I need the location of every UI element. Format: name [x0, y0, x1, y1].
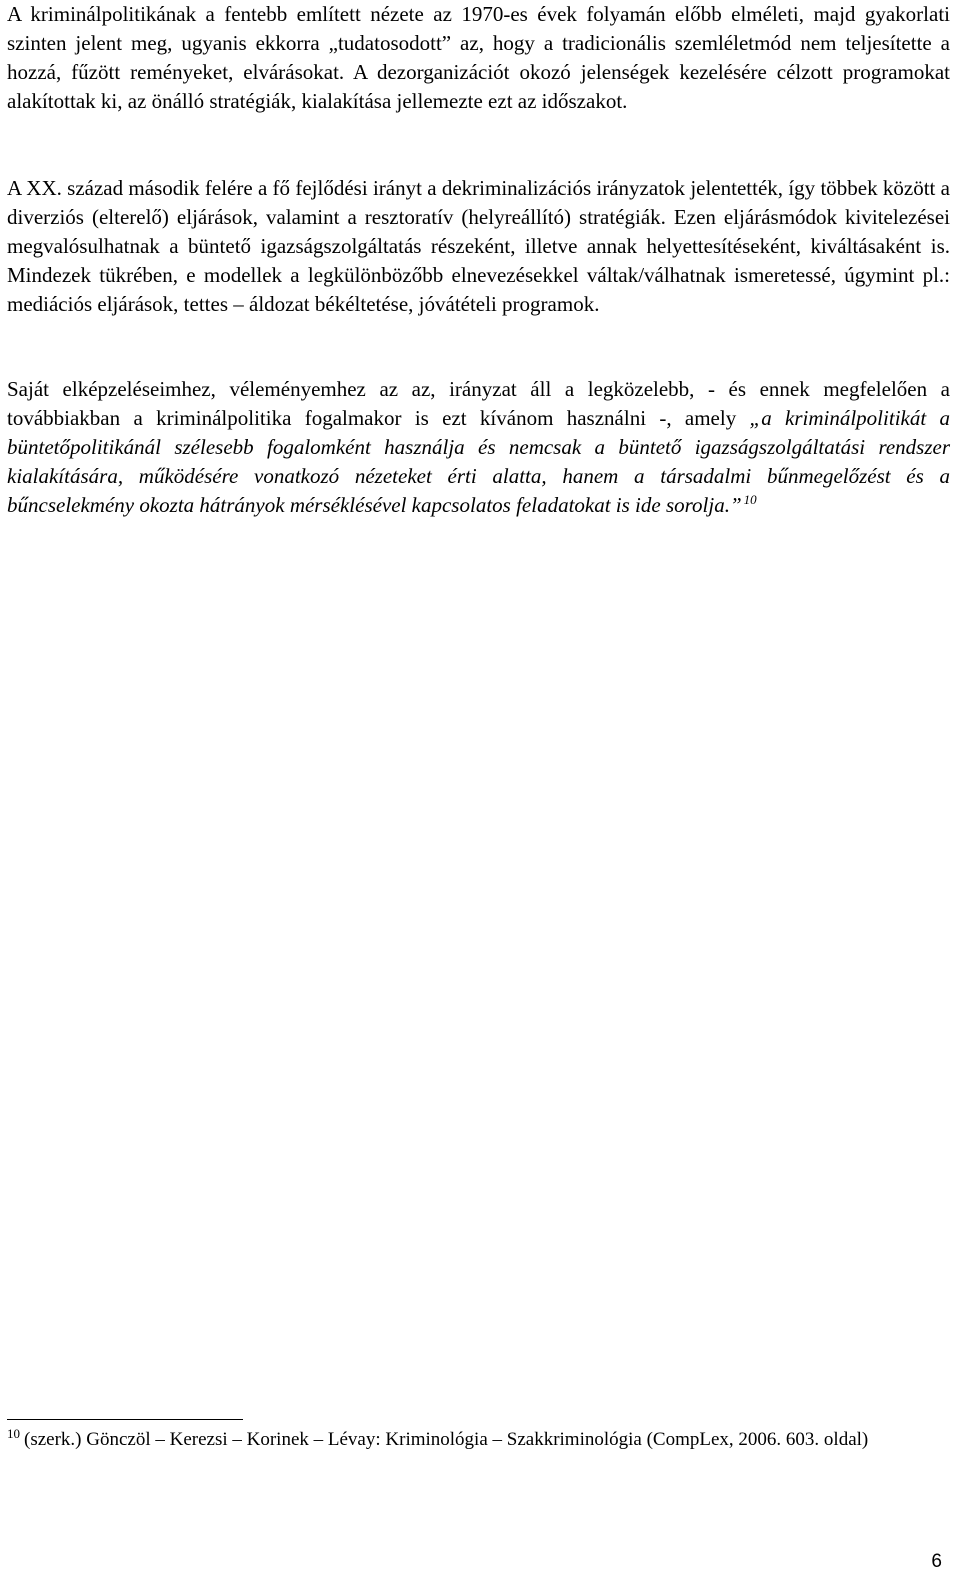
document-page: [7, 0, 950, 1583]
footnote: [7, 1426, 950, 1455]
footnote-text: (szerk.) Gönczöl – Kerezsi – Korinek – Lévay: Kriminológia – Szakkriminológia (CompLex, 2006. 603. oldal): [24, 1429, 869, 1450]
paragraph-2: A XX. század második felére a fő fejlődési irányt a dekriminalizációs irányzatok jelentették, így többek között a diverziós (elterelő) eljárások, valamint a resztoratív (helyreállító) stratégiák. Ezen eljárásmódok kivitelezései megvalósulhatnak a büntető igazságszolgáltatás részeként, illetve annak helyettesítéseként, kiváltásaként is. Mindezek tükrében, e modellek a legkülönbözőbb elnevezésekkel váltak/válhatnak ismeretessé, úgymint pl.: mediációs eljárások, tettes – áldozat békéltetése, jóvátételi programok.: [7, 176, 950, 316]
footnote-separator: [7, 1419, 243, 1420]
paragraph-3: [7, 375, 950, 522]
footnote-number: 10: [7, 1426, 20, 1441]
paragraph-3-quotation: „a kriminálpolitikát a büntetőpolitikánál szélesebb fogalomként használja és nemcsak a büntető igazságszolgáltatási rendszer kialakítására, működésére vonatkozó nézeteket érti alatta, hanem a társadalmi bűnmegelőzést és a bűncselekmény okozta hátrányok mérséklésével kapcsolatos feladatokat is ide sorolja.”: [7, 406, 950, 517]
page-number: 6: [931, 1551, 942, 1572]
footnote-reference[interactable]: 10: [743, 492, 757, 507]
paragraph-3-intro: Saját elképzeléseimhez, véleményemhez az az, irányzat áll a legközelebb, - és ennek megfelelően a továbbiakban a kriminálpolitika fogalmakor is ezt kívánom használni -, amely: [7, 377, 950, 430]
paragraph-1: A kriminálpolitikának a fentebb említett nézete az 1970-es évek folyamán előbb elméleti, majd gyakorlati szinten jelent meg, ugyanis ekkorra „tudatosodott” az, hogy a tradicionális szemléletmód nem teljesítette a hozzá, fűzött reményeket, elvárásokat. A dezorganizációt okozó jelenségek kezelésére célzott programokat alakítottak ki, az önálló stratégiák, kialakítása jellemezte ezt az időszakot.: [7, 2, 950, 113]
